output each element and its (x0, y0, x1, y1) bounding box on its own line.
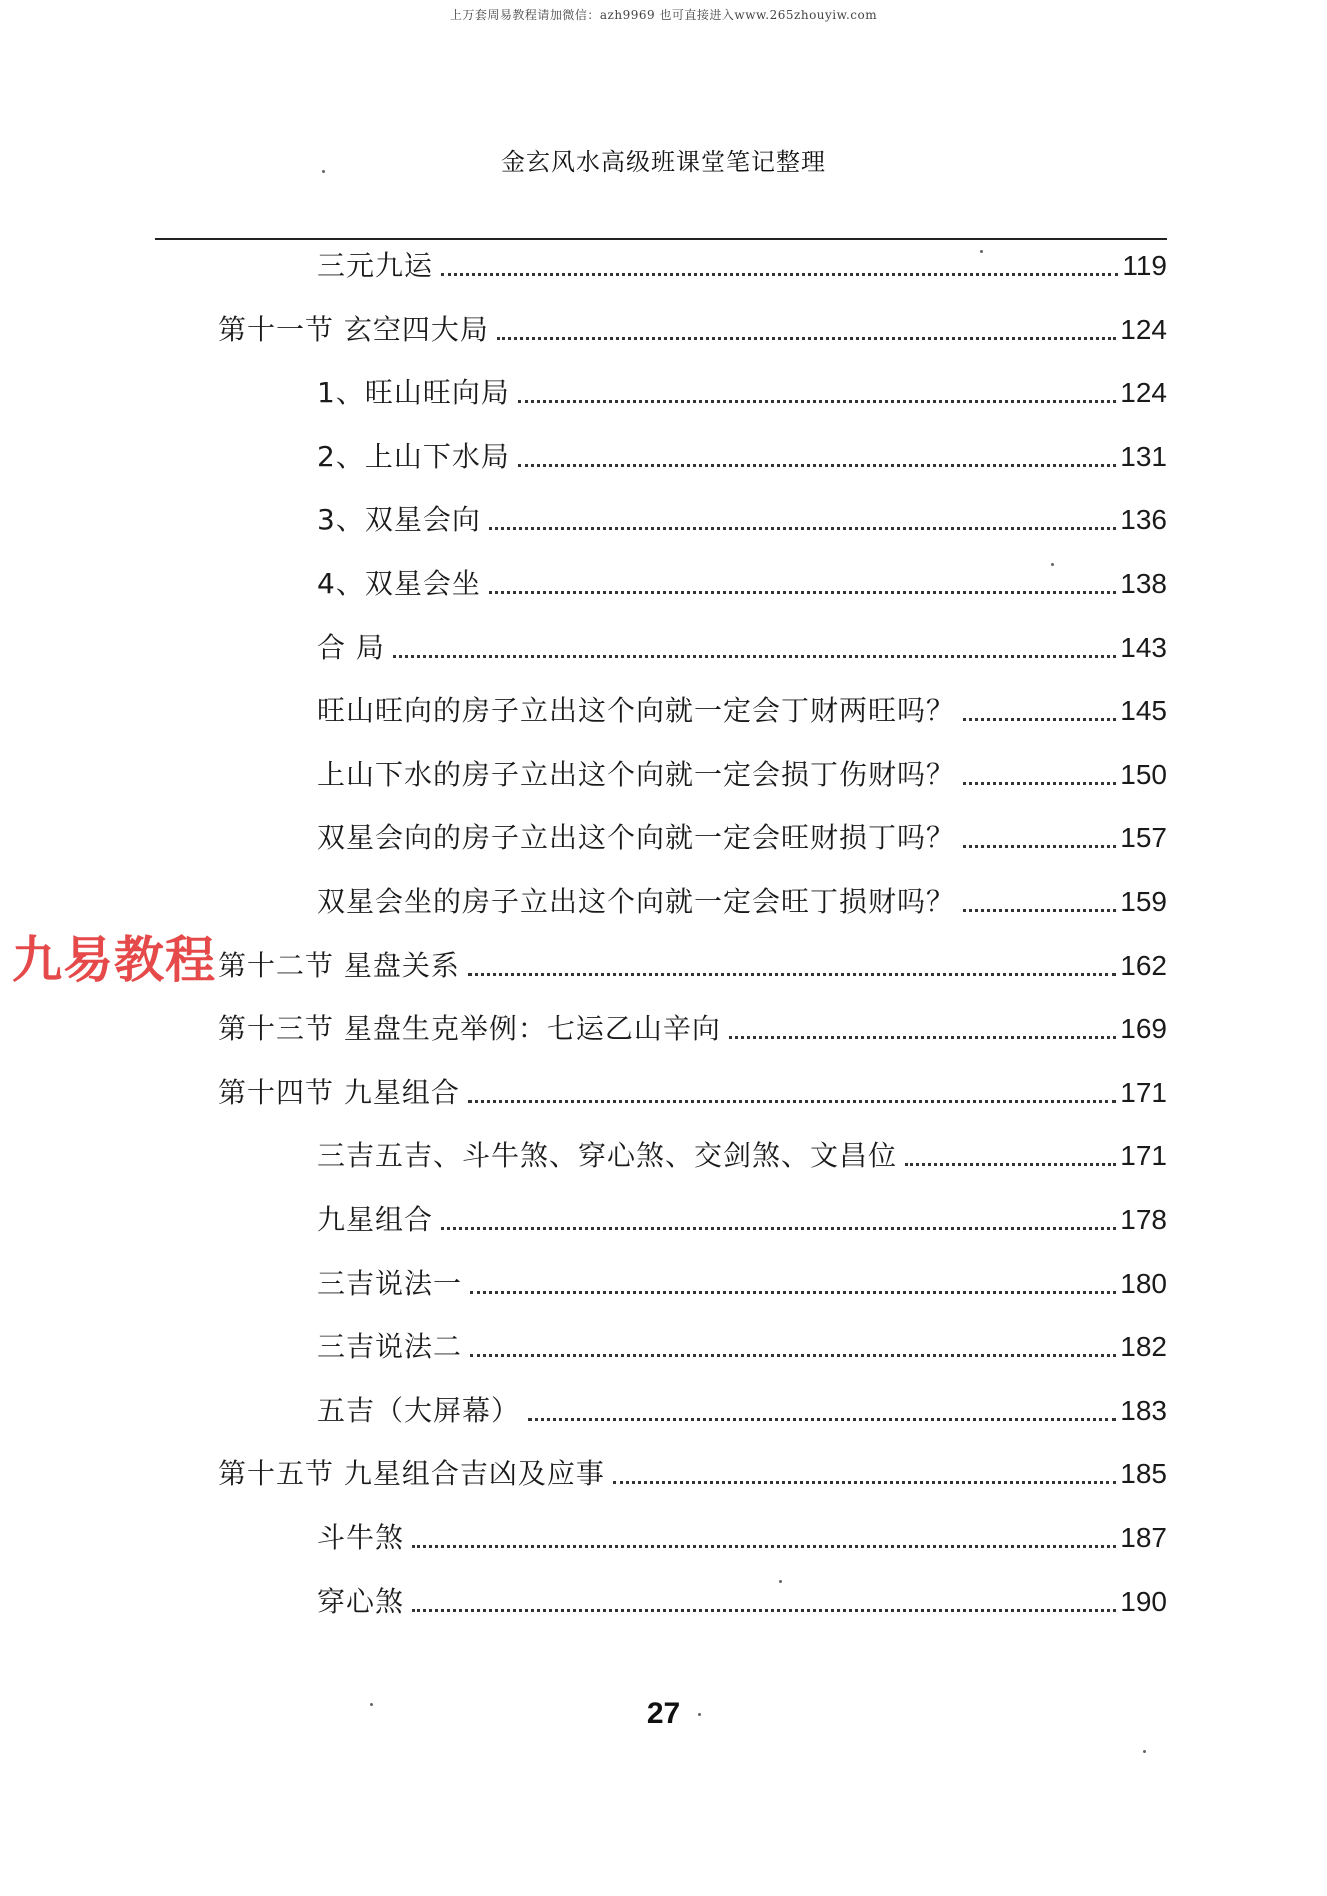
toc-entry-page: 182 (1120, 1331, 1167, 1363)
toc-entry-label: 第十二节 星盘关系 (218, 948, 460, 982)
toc-dot-leader (528, 1418, 1116, 1421)
page-number: 27 (646, 1697, 681, 1730)
toc-entry-label: 五吉（大屏幕） (317, 1393, 521, 1427)
toc-entry (317, 373, 1167, 413)
toc-entry-page: 169 (1120, 1013, 1167, 1045)
toc-entry (317, 437, 1167, 477)
top-watermark: 上万套周易教程请加微信：azh9969 也可直接进入www.265zhouyiw.com (449, 8, 878, 22)
toc-entry (218, 1009, 1167, 1049)
toc-dot-leader (468, 973, 1116, 976)
toc-entry (317, 246, 1167, 286)
toc-entry-page: 162 (1120, 949, 1167, 981)
scan-speck (980, 250, 983, 253)
toc-dot-leader (412, 1609, 1116, 1612)
toc-entry-label: 三吉说法一 (317, 1266, 463, 1300)
toc-entry-page: 143 (1120, 631, 1167, 663)
toc-entry-page: 124 (1120, 377, 1167, 409)
toc-entry-page: 136 (1120, 504, 1167, 536)
toc-entry-label: 第十五节 九星组合吉凶及应事 (218, 1457, 605, 1491)
toc-entry-page: 138 (1120, 568, 1167, 599)
toc-dot-leader (729, 1036, 1116, 1039)
toc-entry-label: 九星组合 (317, 1203, 434, 1236)
toc-entry (317, 755, 1167, 795)
toc-entry (317, 1136, 1167, 1176)
scan-speck (1051, 563, 1054, 566)
toc-entry-page: 171 (1120, 1076, 1167, 1108)
toc-entry (317, 818, 1167, 858)
toc-entry (317, 564, 1167, 604)
toc-entry-label: 3、双星会向 (317, 503, 481, 537)
toc-entry-page: 131 (1120, 440, 1167, 472)
toc-entry-page: 119 (1122, 250, 1167, 281)
scan-speck (698, 1713, 701, 1716)
toc-entry-label: 第十四节 九星组合 (218, 1075, 460, 1109)
toc-entry-page: 187 (1120, 1522, 1167, 1553)
toc-entry-page: 183 (1120, 1394, 1167, 1426)
toc-entry-label: 1、旺山旺向局 (317, 376, 510, 410)
scan-speck (1143, 1750, 1146, 1753)
toc-dot-leader (905, 1163, 1116, 1166)
toc-entry (317, 1582, 1167, 1622)
toc-entry-label: 三吉说法二 (317, 1330, 463, 1364)
toc-entry-page: 190 (1120, 1585, 1167, 1617)
toc-entry-page: 171 (1120, 1140, 1167, 1172)
toc-entry-page: 145 (1120, 695, 1167, 727)
toc-dot-leader (489, 527, 1116, 530)
toc-entry-label: 第十一节 玄空四大局 (218, 312, 489, 346)
toc-entry (317, 500, 1167, 540)
toc-entry-label: 合 局 (317, 630, 385, 664)
toc-dot-leader (470, 1291, 1116, 1294)
toc-entry (317, 1391, 1167, 1431)
toc-entry-page: 180 (1120, 1267, 1167, 1299)
toc-entry-label: 三元九运 (317, 249, 434, 282)
toc-dot-leader (441, 273, 1118, 276)
toc-entry-label: 4、双星会坐 (317, 567, 481, 600)
toc-entry-page: 178 (1120, 1204, 1167, 1235)
scan-speck (370, 1703, 373, 1706)
toc-dot-leader (518, 400, 1116, 403)
toc-entry (218, 946, 1167, 986)
toc-entry-label: 旺山旺向的房子立出这个向就一定会丁财两旺吗？ (317, 694, 956, 728)
toc-entry (317, 1200, 1167, 1240)
toc-entry (317, 882, 1167, 922)
toc-dot-leader (497, 337, 1116, 340)
toc-entry-label: 穿心煞 (317, 1584, 405, 1618)
toc-entry (317, 1327, 1167, 1367)
header-rule (155, 238, 1167, 240)
toc-entry-label: 上山下水的房子立出这个向就一定会损丁伤财吗？ (317, 757, 956, 791)
toc-dot-leader (963, 718, 1116, 721)
toc-dot-leader (468, 1100, 1116, 1103)
toc-entry (317, 628, 1167, 668)
toc-dot-leader (963, 782, 1116, 785)
toc-dot-leader (489, 591, 1116, 594)
toc-dot-leader (963, 909, 1116, 912)
toc-dot-leader (963, 845, 1116, 848)
toc-dot-leader (613, 1481, 1116, 1484)
toc-entry (218, 1454, 1167, 1494)
logo-watermark: 九易教程 (12, 931, 216, 989)
toc-entry-label: 斗牛煞 (317, 1521, 405, 1554)
toc-entry-page: 150 (1120, 758, 1167, 790)
toc-entry-page: 157 (1120, 822, 1167, 854)
toc-entry-label: 2、上山下水局 (317, 439, 510, 473)
toc-dot-leader (441, 1227, 1116, 1230)
toc-entry-label: 双星会坐的房子立出这个向就一定会旺丁损财吗？ (317, 885, 956, 918)
scan-speck (322, 170, 325, 173)
toc-entry-label: 第十三节 星盘生克举例：七运乙山辛向 (218, 1012, 721, 1046)
toc-dot-leader (470, 1354, 1116, 1357)
toc-entry-label: 三吉五吉、斗牛煞、穿心煞、交剑煞、文昌位 (317, 1139, 898, 1173)
toc-entry (317, 691, 1167, 731)
toc-entry-page: 185 (1120, 1458, 1167, 1490)
toc-entry (218, 1073, 1167, 1113)
toc-entry-page: 124 (1120, 313, 1167, 345)
document-title: 金玄风水高级班课堂笔记整理 (501, 148, 826, 176)
toc-entry-label: 双星会向的房子立出这个向就一定会旺财损丁吗？ (317, 821, 956, 855)
toc-dot-leader (412, 1545, 1116, 1548)
toc-dot-leader (393, 655, 1116, 658)
toc-entry-page: 159 (1120, 886, 1167, 917)
scan-speck (779, 1580, 782, 1583)
toc-entry (317, 1264, 1167, 1304)
toc-entry (317, 1518, 1167, 1558)
toc-entry (218, 310, 1167, 350)
toc-dot-leader (518, 464, 1116, 467)
